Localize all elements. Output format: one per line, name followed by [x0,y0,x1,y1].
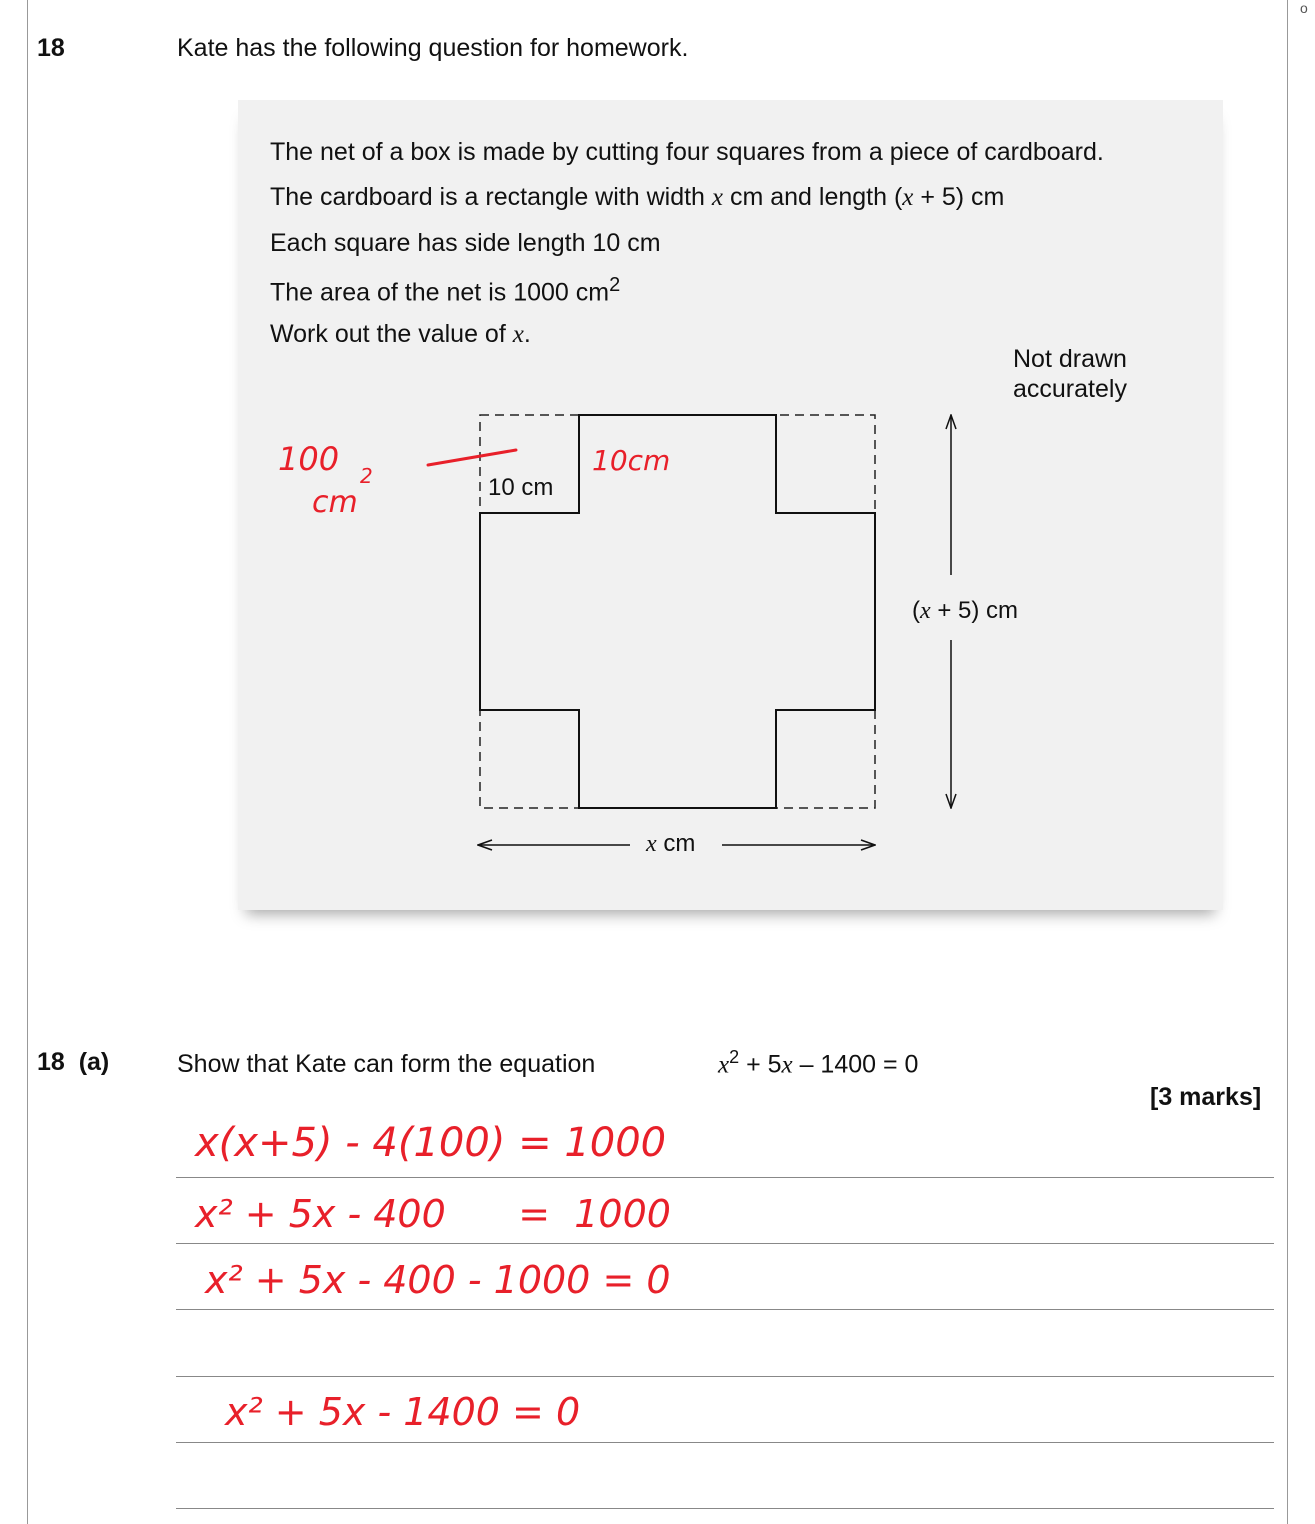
card-line-4: The area of the net is 1000 $cm^2$ [270,274,621,307]
working-line-3: x² + 5x - 400 - 1000 = 0 [205,1258,671,1302]
working-line-1: x(x+5) - 4(100) = 1000 [195,1120,667,1166]
annotation-area-value: 100 [278,440,340,478]
answer-line-1 [176,1177,1274,1178]
width-label: x cm [646,830,696,857]
length-label: (x + 5) cm [912,597,1019,624]
part-a-equation: $x^2 + 5x - 1400 = 0$ [718,1047,919,1079]
part-a-label: 18 (a) [37,1048,110,1076]
question-number: 18 [37,34,65,62]
answer-line-5 [176,1442,1274,1443]
answer-line-6 [176,1508,1274,1509]
working-line-4: x² + 5x - 1400 = 0 [225,1390,581,1434]
card-line-3: Each square has side length 10 cm [270,229,661,257]
answer-line-2 [176,1243,1274,1244]
annotation-area-sup: 2 [360,464,373,488]
corner-text: o [1300,0,1308,16]
card-line-2: The cardboard is a rectangle with width x cm and length (x + 5) cm [270,183,1005,211]
part-a-prompt: Show that Kate can form the equation [177,1050,596,1078]
annotation-side-label: 10cm [592,444,671,477]
annotation-area-unit: cm [312,485,358,520]
card-line-5: Work out the value of x. [270,320,531,348]
working-line-2: x² + 5x - 400 = 1000 [195,1192,671,1236]
annotation-pointer-stroke [428,450,516,465]
question-intro: Kate has the following question for homework. [177,34,689,62]
answer-line-4 [176,1376,1274,1377]
answer-line-3 [176,1309,1274,1310]
square-side-label: 10 cm [488,474,554,501]
marks-label: [3 marks] [1150,1083,1262,1111]
not-drawn-note: Not drawn accurately [1013,345,1127,403]
card-line-1: The net of a box is made by cutting four squares from a piece of cardboard. [270,138,1104,166]
